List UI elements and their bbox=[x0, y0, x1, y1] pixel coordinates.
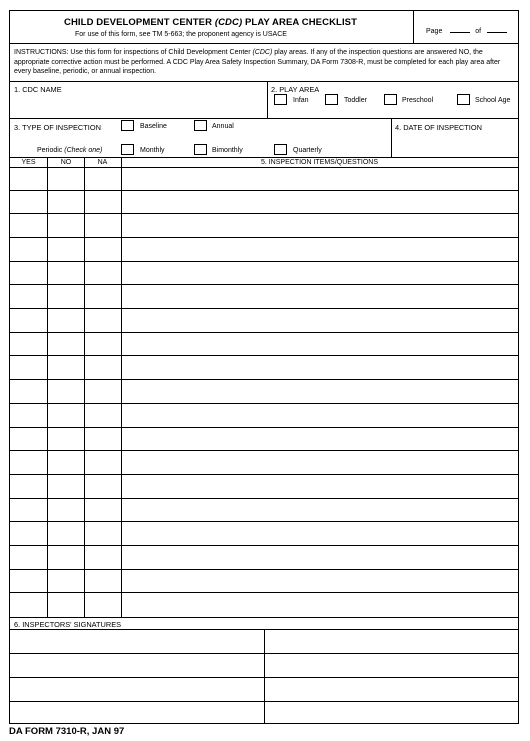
item-question-cell[interactable] bbox=[121, 285, 518, 308]
item-question-cell[interactable] bbox=[121, 238, 518, 261]
cdc-name-field[interactable] bbox=[10, 82, 267, 118]
periodic-hint: (Check one) bbox=[64, 147, 103, 154]
item-question-cell[interactable] bbox=[121, 356, 518, 379]
table-row bbox=[10, 475, 518, 499]
signature-field[interactable] bbox=[265, 630, 518, 653]
item-question-cell[interactable] bbox=[121, 380, 518, 403]
yes-cell[interactable] bbox=[10, 593, 47, 617]
table-row bbox=[10, 451, 518, 475]
col-divider-na-items bbox=[121, 157, 122, 617]
table-row bbox=[10, 356, 518, 380]
na-cell[interactable] bbox=[84, 238, 121, 261]
na-cell[interactable] bbox=[84, 522, 121, 545]
item-question-cell[interactable] bbox=[121, 451, 518, 474]
item-question-cell[interactable] bbox=[121, 404, 518, 427]
yes-cell[interactable] bbox=[10, 451, 47, 474]
no-cell[interactable] bbox=[47, 380, 84, 403]
play-area-infant-label: Infan bbox=[293, 97, 309, 104]
item-question-cell[interactable] bbox=[121, 570, 518, 593]
quarterly-label: Quarterly bbox=[293, 147, 322, 154]
play-area-preschool-label: Preschool bbox=[402, 97, 434, 104]
bimonthly-label: Bimonthly bbox=[212, 147, 243, 154]
na-cell[interactable] bbox=[84, 191, 121, 214]
yes-cell[interactable] bbox=[10, 380, 47, 403]
no-cell[interactable] bbox=[47, 191, 84, 214]
monthly-label: Monthly bbox=[140, 147, 165, 154]
no-cell[interactable] bbox=[47, 546, 84, 569]
signatures-label: 6. INSPECTORS' SIGNATURES bbox=[14, 620, 122, 629]
no-cell[interactable] bbox=[47, 333, 84, 356]
instructions-text bbox=[14, 48, 518, 77]
signature-field[interactable] bbox=[10, 654, 264, 677]
na-cell[interactable] bbox=[84, 593, 121, 617]
title-italic: (CDC) bbox=[214, 17, 243, 28]
yes-cell[interactable] bbox=[10, 262, 47, 285]
no-cell[interactable] bbox=[47, 214, 84, 237]
no-cell[interactable] bbox=[47, 167, 84, 190]
of-label: of bbox=[475, 28, 482, 35]
item-question-cell[interactable] bbox=[121, 428, 518, 451]
na-cell[interactable] bbox=[84, 309, 121, 332]
no-cell[interactable] bbox=[47, 356, 84, 379]
na-cell[interactable] bbox=[84, 356, 121, 379]
play-area-preschool-checkbox[interactable] bbox=[384, 94, 397, 105]
table-row bbox=[10, 593, 518, 617]
no-cell[interactable] bbox=[47, 593, 84, 617]
yes-cell[interactable] bbox=[10, 285, 47, 308]
col-items-header: 5. INSPECTION ITEMS/QUESTIONS bbox=[260, 159, 379, 166]
instructions-part1: INSTRUCTIONS: Use this form for inspections of Child Development Center bbox=[14, 49, 253, 56]
annual-checkbox[interactable] bbox=[194, 120, 207, 131]
col-na-header: NA bbox=[97, 159, 108, 166]
yes-cell[interactable] bbox=[10, 428, 47, 451]
form-number: DA FORM 7310-R, JAN 97 bbox=[9, 726, 125, 737]
page-number-field[interactable] bbox=[426, 25, 507, 35]
play-area-school-age-label: School Age bbox=[475, 97, 511, 104]
item-question-cell[interactable] bbox=[121, 475, 518, 498]
cdc-name-divider bbox=[267, 81, 268, 118]
yes-cell[interactable] bbox=[10, 214, 47, 237]
na-cell[interactable] bbox=[84, 475, 121, 498]
instructions-italic: (CDC) bbox=[252, 49, 273, 56]
inspection-items-table bbox=[10, 167, 518, 617]
yes-cell[interactable] bbox=[10, 238, 47, 261]
no-cell[interactable] bbox=[47, 499, 84, 522]
yes-cell[interactable] bbox=[10, 356, 47, 379]
play-area-infant-checkbox[interactable] bbox=[274, 94, 287, 105]
yes-cell[interactable] bbox=[10, 191, 47, 214]
yes-cell[interactable] bbox=[10, 404, 47, 427]
item-question-cell[interactable] bbox=[121, 167, 518, 190]
na-cell[interactable] bbox=[84, 214, 121, 237]
play-area-label: 2. PLAY AREA bbox=[271, 85, 320, 94]
table-row bbox=[10, 333, 518, 357]
signature-field[interactable] bbox=[265, 678, 518, 701]
na-cell[interactable] bbox=[84, 451, 121, 474]
annual-label: Annual bbox=[212, 123, 234, 130]
table-row bbox=[10, 499, 518, 523]
yes-cell[interactable] bbox=[10, 167, 47, 190]
yes-cell[interactable] bbox=[10, 333, 47, 356]
play-area-toddler-checkbox[interactable] bbox=[325, 94, 338, 105]
item-question-cell[interactable] bbox=[121, 499, 518, 522]
table-row bbox=[10, 428, 518, 452]
baseline-checkbox[interactable] bbox=[121, 120, 134, 131]
signature-field[interactable] bbox=[10, 702, 264, 724]
table-row bbox=[10, 262, 518, 286]
page-total-blank[interactable] bbox=[487, 25, 507, 33]
table-row bbox=[10, 214, 518, 238]
form-subtitle: For use of this form, see TM 5-663; the proponent agency is USACE bbox=[75, 31, 287, 38]
table-row bbox=[10, 167, 518, 191]
table-row bbox=[10, 522, 518, 546]
header-divider bbox=[413, 11, 414, 43]
yes-cell[interactable] bbox=[10, 522, 47, 545]
no-cell[interactable] bbox=[47, 451, 84, 474]
yes-cell[interactable] bbox=[10, 499, 47, 522]
item-question-cell[interactable] bbox=[121, 546, 518, 569]
play-area-toddler-label: Toddler bbox=[344, 97, 367, 104]
signatures-rule bbox=[10, 617, 518, 618]
item-question-cell[interactable] bbox=[121, 309, 518, 332]
na-cell[interactable] bbox=[84, 380, 121, 403]
no-cell[interactable] bbox=[47, 570, 84, 593]
na-cell[interactable] bbox=[84, 167, 121, 190]
col-yes-header: YES bbox=[21, 159, 36, 166]
col-divider-no-na bbox=[84, 157, 85, 617]
no-cell[interactable] bbox=[47, 428, 84, 451]
periodic-text: Periodic bbox=[37, 147, 65, 154]
table-row bbox=[10, 404, 518, 428]
signature-field[interactable] bbox=[265, 654, 518, 677]
table-row bbox=[10, 285, 518, 309]
bimonthly-checkbox[interactable] bbox=[194, 144, 207, 155]
yes-cell[interactable] bbox=[10, 546, 47, 569]
no-cell[interactable] bbox=[47, 475, 84, 498]
na-cell[interactable] bbox=[84, 333, 121, 356]
table-row bbox=[10, 546, 518, 570]
item-question-cell[interactable] bbox=[121, 593, 518, 617]
item-question-cell[interactable] bbox=[121, 214, 518, 237]
table-row bbox=[10, 238, 518, 262]
no-cell[interactable] bbox=[47, 262, 84, 285]
item-question-cell[interactable] bbox=[121, 522, 518, 545]
no-cell[interactable] bbox=[47, 309, 84, 332]
no-cell[interactable] bbox=[47, 285, 84, 308]
form-title bbox=[64, 17, 357, 28]
baseline-label: Baseline bbox=[140, 123, 167, 130]
title-text-suffix: PLAY AREA CHECKLIST bbox=[242, 17, 358, 28]
table-row bbox=[10, 380, 518, 404]
page-label: Page bbox=[426, 28, 443, 35]
na-cell[interactable] bbox=[84, 404, 121, 427]
yes-cell[interactable] bbox=[10, 475, 47, 498]
cdc-name-label: 1. CDC NAME bbox=[14, 85, 62, 94]
inspection-type-label: 3. TYPE OF INSPECTION bbox=[14, 123, 101, 132]
table-row bbox=[10, 309, 518, 333]
periodic-label bbox=[37, 147, 102, 154]
no-cell[interactable] bbox=[47, 522, 84, 545]
table-row bbox=[10, 570, 518, 594]
quarterly-checkbox[interactable] bbox=[274, 144, 287, 155]
yes-cell[interactable] bbox=[10, 309, 47, 332]
na-cell[interactable] bbox=[84, 570, 121, 593]
na-cell[interactable] bbox=[84, 499, 121, 522]
item-question-cell[interactable] bbox=[121, 262, 518, 285]
page-number-blank[interactable] bbox=[450, 25, 470, 33]
play-area-school-age-checkbox[interactable] bbox=[457, 94, 470, 105]
checklist-form bbox=[9, 10, 519, 724]
title-text: CHILD DEVELOPMENT CENTER bbox=[64, 17, 215, 28]
row2-rule bbox=[10, 118, 518, 119]
no-cell[interactable] bbox=[47, 404, 84, 427]
date-of-inspection-field[interactable] bbox=[392, 132, 518, 156]
na-cell[interactable] bbox=[84, 285, 121, 308]
signature-field[interactable] bbox=[265, 702, 518, 724]
col-no-header: NO bbox=[60, 159, 72, 166]
instructions-part2: play areas. If any of the inspection questions are answered NO, the appropriate corrective action must be performed. A CDC Play Area Safety Inspection Summary, DA Form 7308-R, must be completed for each play area after every baseline, periodic, or annual inspection. bbox=[14, 49, 501, 75]
na-cell[interactable] bbox=[84, 546, 121, 569]
table-row bbox=[10, 191, 518, 215]
monthly-checkbox[interactable] bbox=[121, 144, 134, 155]
col-divider-yes-no bbox=[47, 157, 48, 617]
signature-field[interactable] bbox=[10, 678, 264, 701]
header-rule bbox=[10, 43, 518, 44]
row3-rule bbox=[10, 157, 518, 158]
na-cell[interactable] bbox=[84, 262, 121, 285]
na-cell[interactable] bbox=[84, 428, 121, 451]
item-question-cell[interactable] bbox=[121, 333, 518, 356]
no-cell[interactable] bbox=[47, 238, 84, 261]
yes-cell[interactable] bbox=[10, 570, 47, 593]
item-question-cell[interactable] bbox=[121, 191, 518, 214]
date-of-inspection-label: 4. DATE OF INSPECTION bbox=[395, 123, 482, 132]
signature-field[interactable] bbox=[10, 630, 264, 653]
